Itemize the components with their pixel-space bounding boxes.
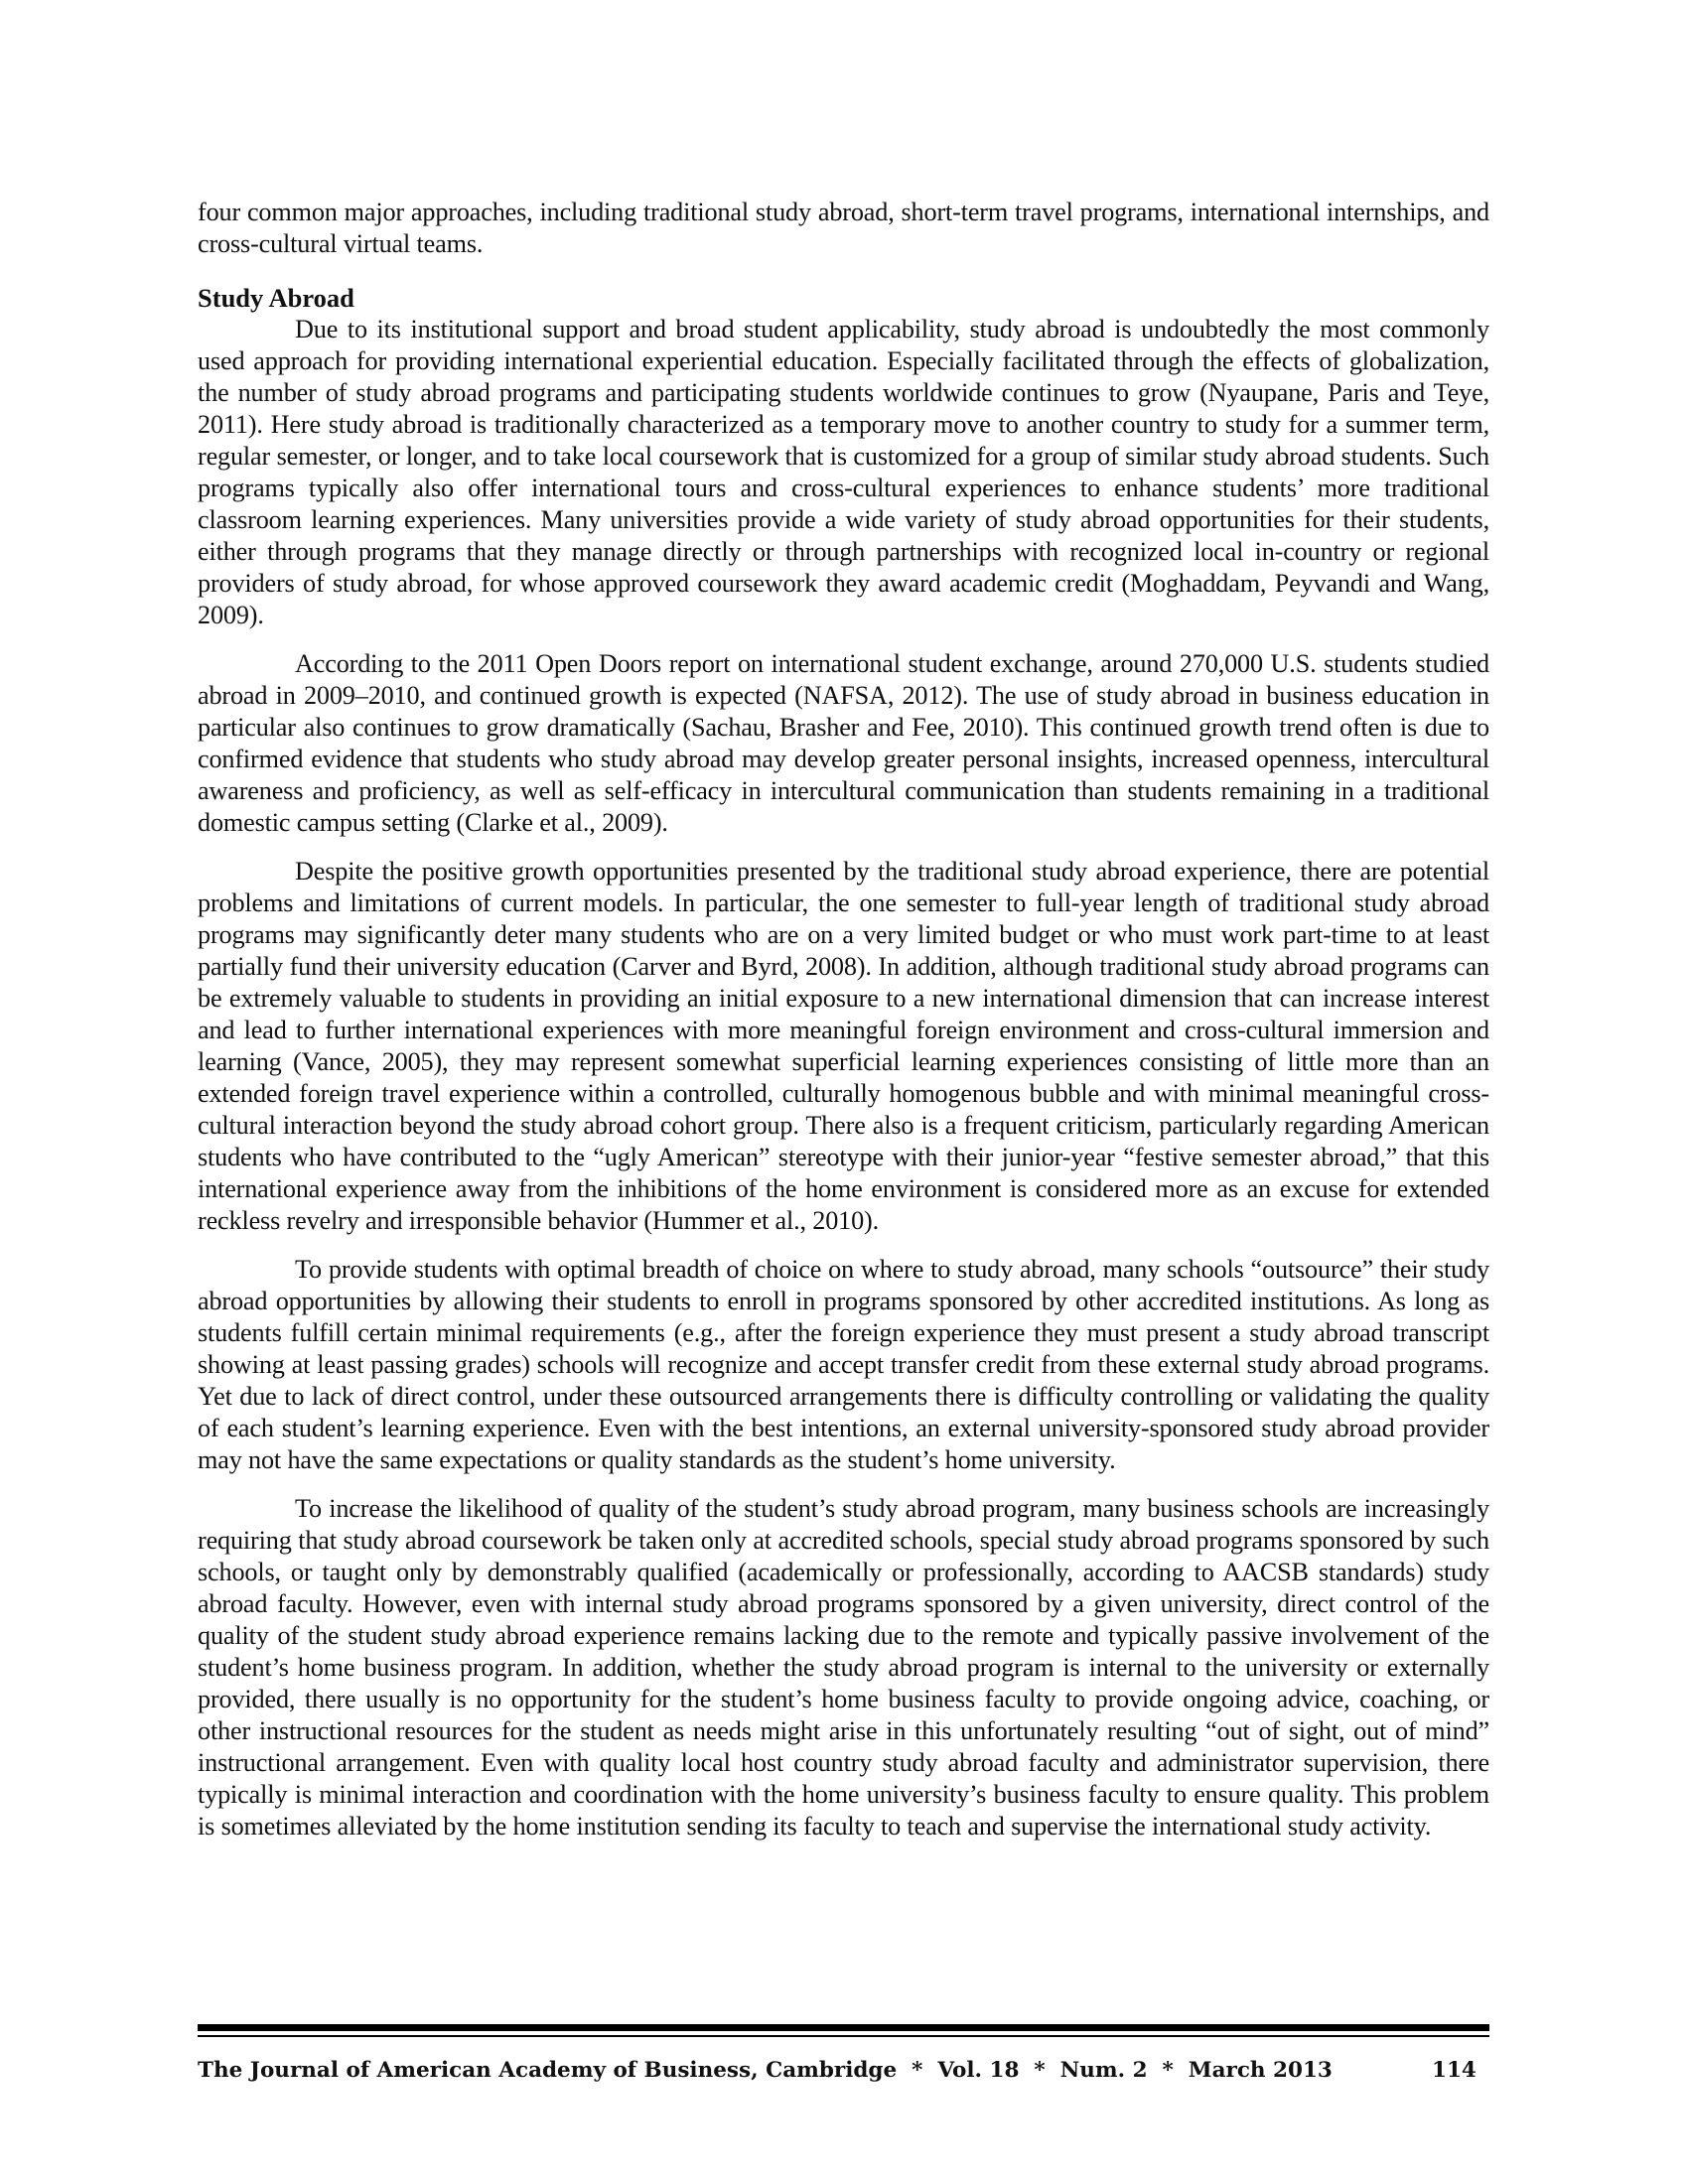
paragraph-problems-limitations: Despite the positive growth opportunities presented by the traditional study abroad experience, there are potential problems and limitations of current models. In particular, the one semester to full-year length of traditional study abroad programs may significantly deter many students who are on a very limited budget or who must work part-time to at least partially fund their university education (Carver and Byrd, 2008). In addition, although traditional study abroad programs can be extremely valuable to students in providing an initial exposure to a new international dimension that can increase interest and lead to further international experiences with more meaningful foreign environment and cross-cultural immersion and learning (Vance, 2005), they may represent somewhat superficial learning experiences consisting of little more than an extended foreign travel experience within a controlled, culturally homogenous bubble and with minimal meaningful cross-cultural interaction beyond the study abroad cohort group. There also is a frequent criticism, particularly regarding American students who have contributed to the “ugly American” stereotype with their junior-year “festive semester abroad,” that this international experience away from the inhibitions of the home environment is considered more as an excuse for extended reckless revelry and irresponsible behavior (Hummer et al., 2010).	[198, 857, 1489, 1235]
footer-rule-thin	[198, 2035, 1489, 2037]
article-body	[198, 197, 1489, 1843]
section-heading-study-abroad: Study Abroad	[198, 283, 354, 313]
footer-journal-citation: The Journal of American Academy of Business, Cambridge * Vol. 18 * Num. 2 * March 2013	[198, 2058, 1333, 2083]
paragraph-outsourcing: To provide students with optimal breadth of choice on where to study abroad, many schools “outsource” their study abroad opportunities by allowing their students to enroll in programs sponsored by other accredited institutions. As long as students fulfill certain minimal requirements (e.g., after the foreign experience they must present a study abroad transcript showing at least passing grades) schools will recognize and accept transfer credit from these external study abroad programs. Yet due to lack of direct control, under these outsourced arrangements there is difficulty controlling or validating the quality of each student’s learning experience. Even with the best intentions, an external university-sponsored study abroad provider may not have the same expectations or quality standards as the student’s home university.	[198, 1255, 1489, 1474]
footer-page-number: 114	[1432, 2058, 1477, 2083]
paragraph-study-abroad-overview: Due to its institutional support and broad student applicability, study abroad is undoubtedly the most commonly used approach for providing international experiential education. Especially facilitated through the effects of globalization, the number of study abroad programs and participating students worldwide continues to grow (Nyaupane, Paris and Teye, 2011). Here study abroad is traditionally characterized as a temporary move to another country to study for a summer term, regular semester, or longer, and to take local coursework that is customized for a group of similar study abroad students. Such programs typically also offer international tours and cross-cultural experiences to enhance students’ more traditional classroom learning experiences. Many universities provide a wide variety of study abroad opportunities for their students, either through programs that they manage directly or through partnerships with recognized local in-country or regional providers of study abroad, for whose approved coursework they award academic credit (Moghaddam, Peyvandi and Wang, 2009).	[198, 315, 1489, 629]
paragraph-open-doors-report: According to the 2011 Open Doors report on international student exchange, around 270,000 U.S. students studied abroad in 2009–2010, and continued growth is expected (NAFSA, 2012). The use of study abroad in business education in particular also continues to grow dramatically (Sachau, Brasher and Fee, 2010). This continued growth trend often is due to confirmed evidence that students who study abroad may develop greater personal insights, increased openness, intercultural awareness and proficiency, as well as self-efficacy in intercultural communication than students remaining in a traditional domestic campus setting (Clarke et al., 2009).	[198, 649, 1489, 837]
paragraph-quality-control: To increase the likelihood of quality of the student’s study abroad program, many business schools are increasingly requiring that study abroad coursework be taken only at accredited schools, special study abroad programs sponsored by such schools, or taught only by demonstrably qualified (academically or professionally, according to AACSB standards) study abroad faculty. However, even with internal study abroad programs sponsored by a given university, direct control of the quality of the student study abroad experience remains lacking due to the remote and typically passive involvement of the student’s home business program. In addition, whether the study abroad program is internal to the university or externally provided, there usually is no opportunity for the student’s home business faculty to provide ongoing advice, coaching, or other instructional resources for the student as needs might arise in this unfortunately resulting “out of sight, out of mind” instructional arrangement. Even with quality local host country study abroad faculty and administrator supervision, there typically is minimal interaction and coordination with the home university’s business faculty to ensure quality. This problem is sometimes alleviated by the home institution sending its faculty to teach and supervise the international study activity.	[198, 1494, 1489, 1841]
intro-continuation-paragraph: four common major approaches, including traditional study abroad, short-term travel programs, international internships, and cross-cultural virtual teams.	[198, 198, 1489, 258]
footer-rule-thick	[198, 2024, 1489, 2031]
page-footer	[198, 2054, 1489, 2088]
